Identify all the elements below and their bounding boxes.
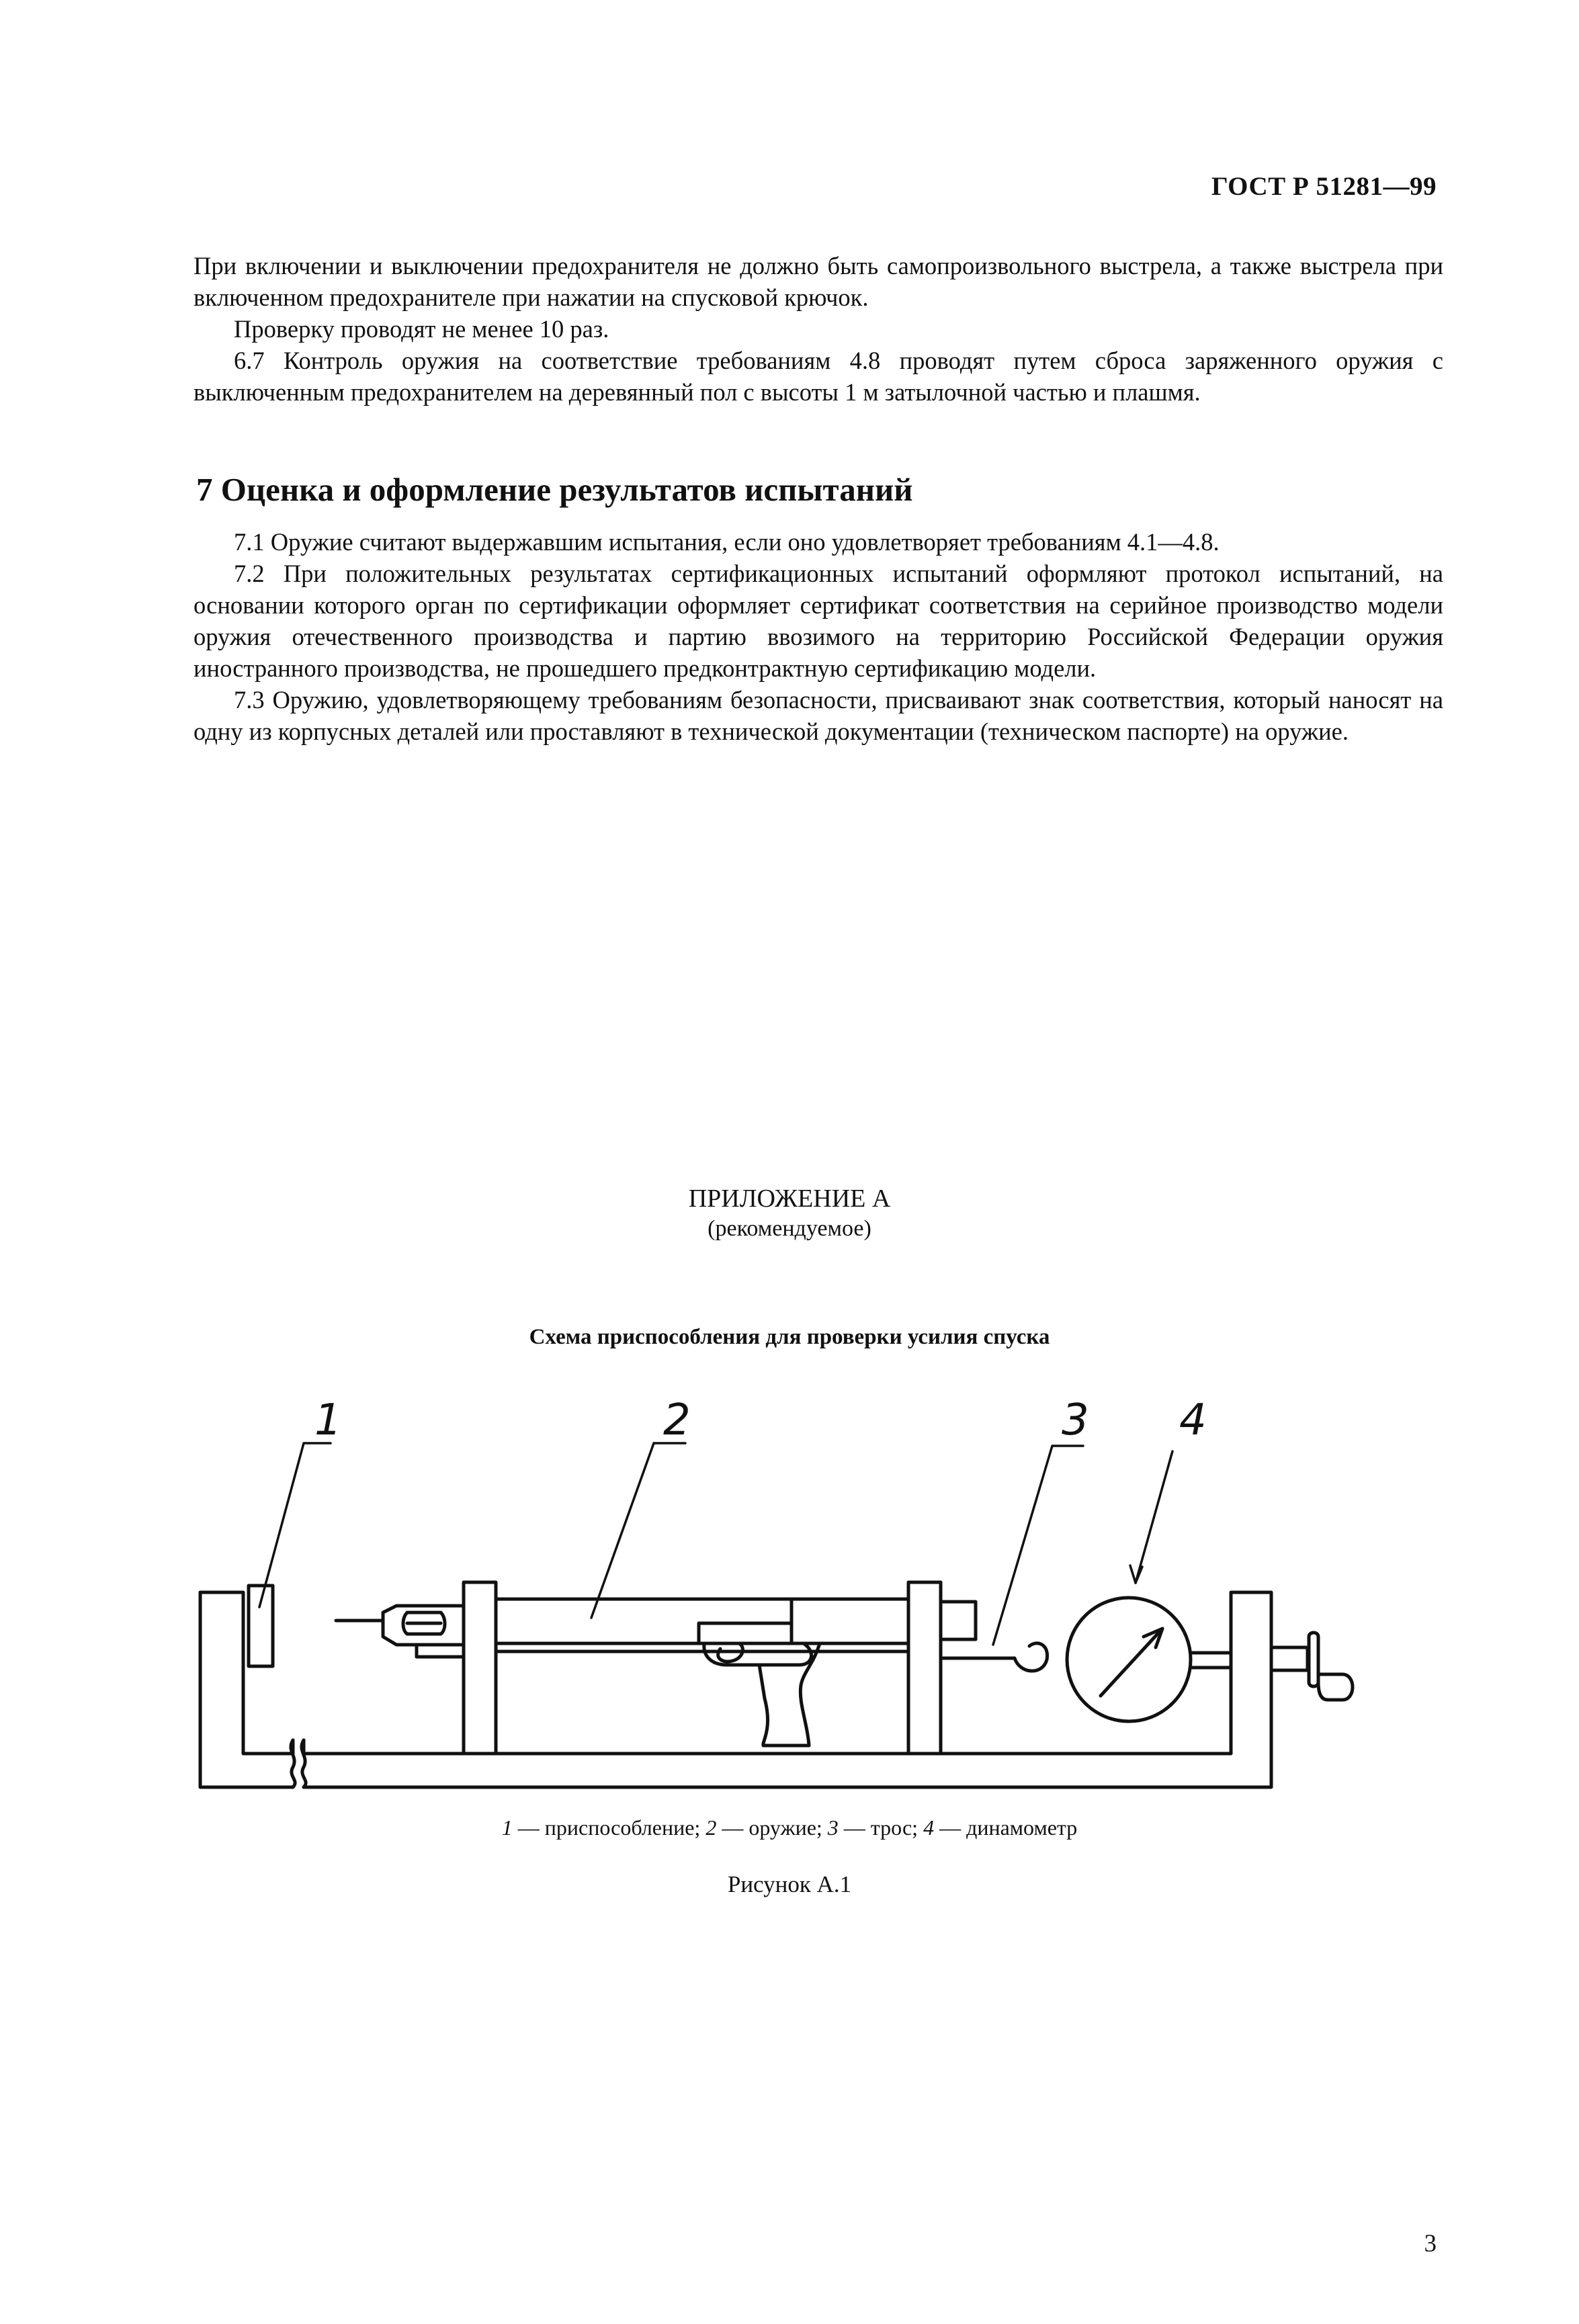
section-7-title: 7 Оценка и оформление результатов испытаний — [196, 471, 913, 508]
figure-title: Схема приспособления для проверки усилия спуска — [529, 1325, 1050, 1349]
legend-text-2: — оружие; — [716, 1815, 828, 1840]
callout-4: 4 — [1179, 1395, 1207, 1445]
legend-num-3: 3 — [827, 1815, 839, 1840]
cable — [941, 1643, 1048, 1671]
legend-num-4: 4 — [923, 1815, 935, 1840]
dynamometer — [1067, 1598, 1353, 1721]
callout-2: 2 — [663, 1395, 691, 1445]
paragraph-6-7: 6.7 Контроль оружия на соответствие требованиям 4.8 проводят путем сброса заряженного оружия с выключенным предохранителем на деревянный пол с высоты 1 м затылочной частью и плашмя. — [194, 347, 1443, 406]
appendix-title: ПРИЛОЖЕНИЕ А — [688, 1185, 891, 1213]
paragraph-safety-shot: При включении и выключении предохранителя не должно быть самопроизвольного выстрела, а также выстрела при включенном предохранителе при нажатии на спусковой крючок. — [194, 252, 1443, 311]
callout-3: 3 — [1062, 1395, 1089, 1445]
appendix-subtitle: (рекомендуемое) — [708, 1216, 871, 1241]
paragraph-7-3: 7.3 Оружию, удовлетворяющему требованиям безопасности, присваивают знак соответствия, который наносят на одну из корпусных деталей или проставляют в технической документации (техническом паспорте) на оружие. — [194, 686, 1443, 745]
leader-lines — [259, 1443, 1172, 1645]
paragraph-7-2: 7.2 При положительных результатах сертификационных испытаний оформляют протокол испытаний, на основании которого орган по сертификации оформляет сертификат соответствия на серийное производство модели оружия отечественного производства и партию ввозимого на территорию Российской Федерации оружия иностранного производства, не прошедшего предконтрактную сертификацию модели. — [194, 560, 1443, 682]
legend-num-1: 1 — [501, 1815, 513, 1840]
document-header: ГОСТ Р 51281—99 — [1211, 172, 1437, 201]
legend-text-4: — динамометр — [934, 1815, 1078, 1840]
callout-1: 1 — [314, 1395, 342, 1445]
legend-text-3: — трос; — [838, 1815, 924, 1840]
paragraph-7-1: 7.1 Оружие считают выдержавшим испытания, если оно удовлетворяет требованиям 4.1—4.8. — [234, 528, 1220, 556]
legend-text-1: — приспособление; — [512, 1815, 706, 1840]
weapon-drawing — [336, 1599, 976, 1746]
paragraph-check-count: Проверку проводят не менее 10 раз. — [234, 315, 609, 343]
figure-legend — [0, 1815, 1579, 1840]
legend-num-2: 2 — [706, 1815, 717, 1840]
figure-label: Рисунок А.1 — [727, 1871, 852, 1897]
page-number: 3 — [1424, 2230, 1437, 2257]
support-posts — [464, 1582, 941, 1754]
